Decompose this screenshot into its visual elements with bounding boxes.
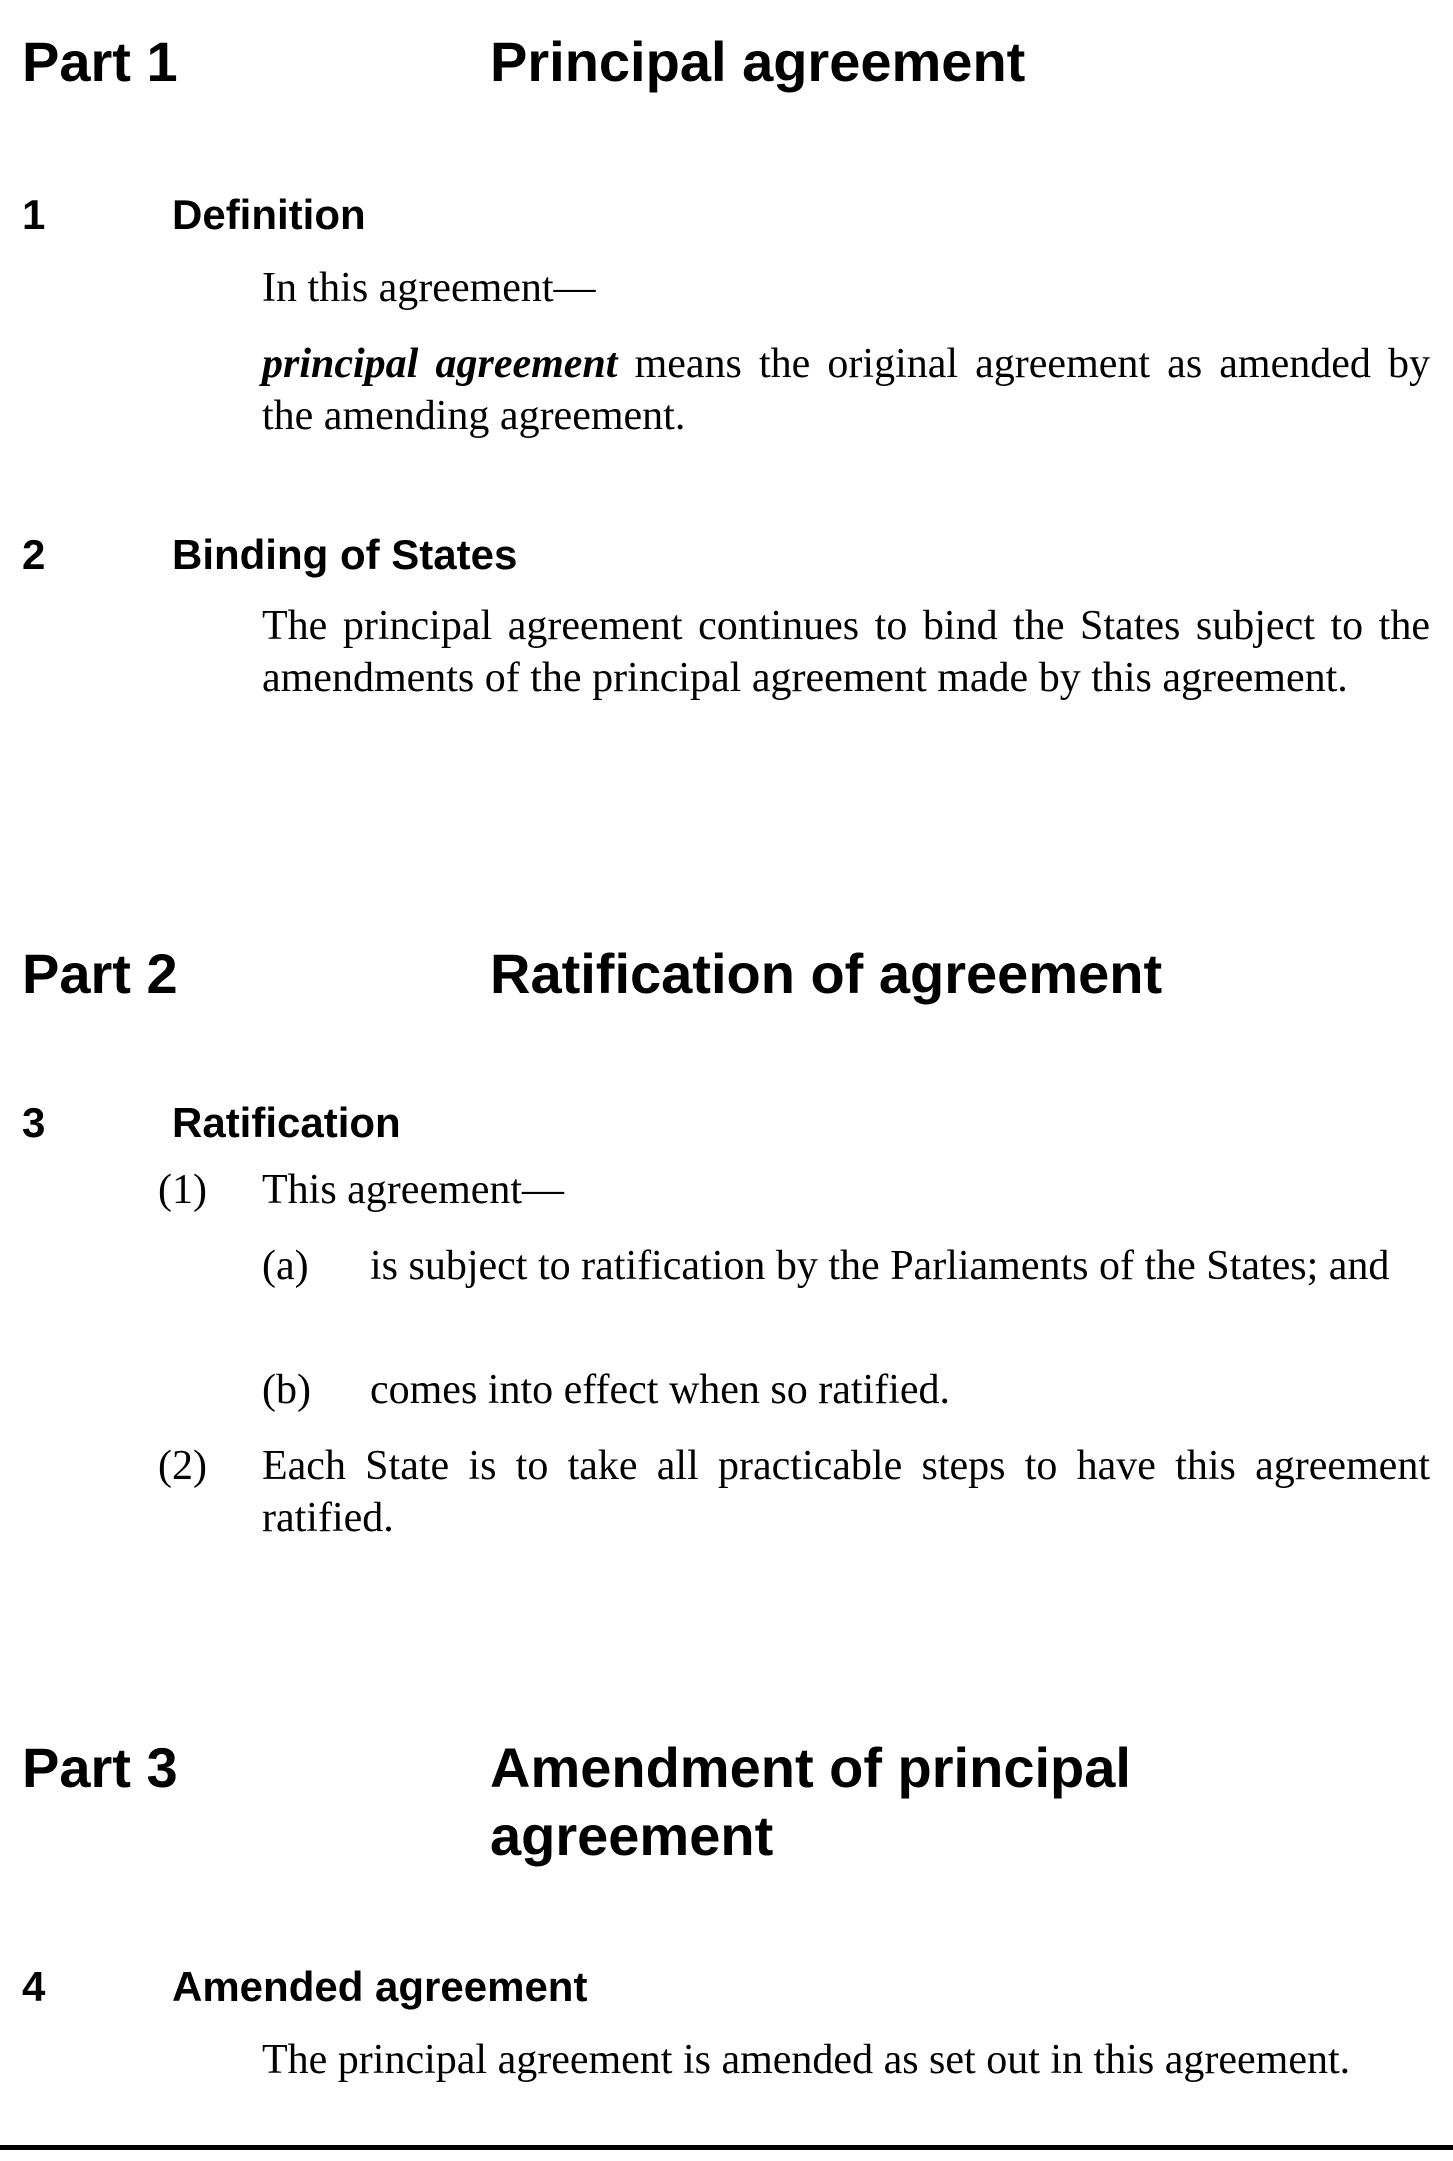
section-3-heading: Ratification [172, 1099, 401, 1146]
part-1-title: Principal agreement [490, 30, 1026, 93]
part-3-title-line-1: Amendment of principal [490, 1736, 1131, 1799]
section-1-number: 1 [22, 191, 46, 238]
section-1-heading: Definition [172, 191, 366, 238]
subsection-1-label: (1) [158, 1167, 207, 1213]
part-2-title: Ratification of agreement [490, 942, 1163, 1005]
subsection-1-text: This agreement— [262, 1167, 565, 1213]
section-1-intro: In this agreement— [262, 265, 596, 311]
section-2-text: The principal agreement continues to bind the States subject to the amendments of the principal agreement made by this agreement. [262, 603, 1430, 701]
item-b-text: comes into effect when so ratified. [370, 1367, 951, 1413]
definition-paragraph [262, 338, 1430, 442]
section-4-number: 4 [22, 1963, 46, 2010]
item-b-label: (b) [262, 1367, 311, 1413]
section-4-heading: Amended agreement [172, 1963, 588, 2010]
subsection-2-text: Each State is to take all practicable steps to have this agreement ratified. [262, 1443, 1430, 1541]
part-3-number: Part 3 [22, 1736, 178, 1799]
part-1-number: Part 1 [22, 30, 178, 93]
section-3-number: 3 [22, 1099, 46, 1146]
item-a-label: (a) [262, 1243, 309, 1289]
part-2-number: Part 2 [22, 942, 178, 1005]
section-4-text: The principal agreement is amended as set out in this agreement. [262, 2037, 1351, 2083]
subsection-2-label: (2) [158, 1443, 207, 1489]
defined-term: principal agreement [262, 341, 618, 387]
footer-rule [0, 2145, 1453, 2150]
section-2-number: 2 [22, 531, 46, 578]
section-2-heading: Binding of States [172, 531, 518, 578]
item-a-text: is subject to ratification by the Parliaments of the States; and [370, 1243, 1390, 1289]
definition-text: means the original agreement as amended by the amending agreement. [262, 341, 1430, 439]
part-3-title-line-2: agreement [490, 1804, 774, 1867]
